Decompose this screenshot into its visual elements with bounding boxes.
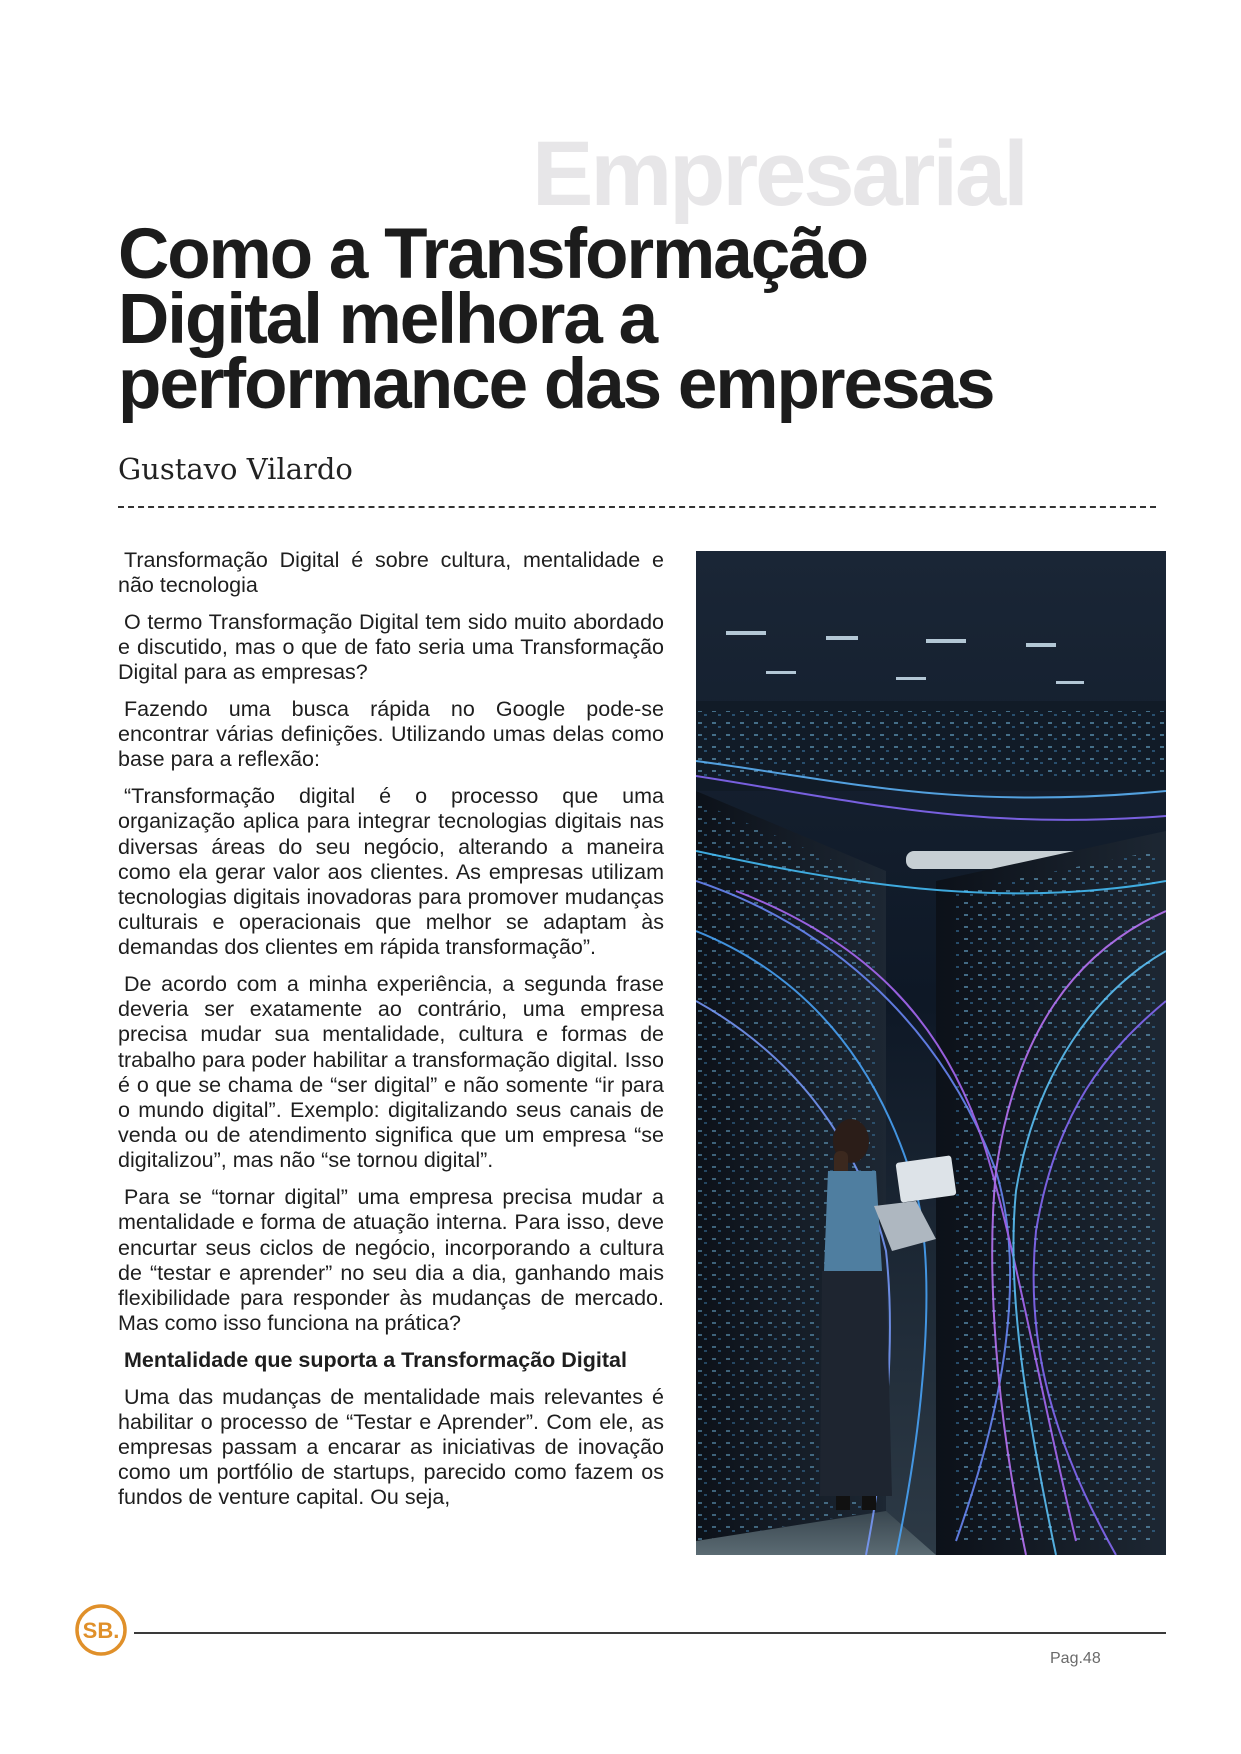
author-name: Gustavo Vilardo xyxy=(118,452,353,486)
article-body xyxy=(118,548,664,1538)
article-title-line: Como a Transformação xyxy=(118,215,868,294)
body-paragraph: O termo Transformação Digital tem sido muito abordado e discutido, mas o que de fato seria uma Transformação Digital para as empresas? xyxy=(118,609,664,685)
body-paragraph: De acordo com a minha experiência, a segunda frase deveria ser exatamente ao contrário, uma empresa precisa mudar sua mentalidade, cultura e formas de trabalho para poder habilitar a transformação digital. Isso é o que se chama de “ser digital” e não somente “ir para o mundo digital”. Exemplo: digitalizando seus canais de venda ou de atendimento significa que um empresa “se digitalizou”, mas não “se tornou digital”. xyxy=(118,972,664,1173)
server-room-photo xyxy=(696,551,1166,1555)
article-title xyxy=(118,215,1098,424)
body-paragraph: Transformação Digital é sobre cultura, mentalidade e não tecnologia xyxy=(118,548,664,598)
body-paragraph: Para se “tornar digital” uma empresa precisa mudar a mentalidade e forma de atuação interna. Para isso, deve encurtar seus ciclos de negócio, incorporando a cultura de “testar e aprender” no seu dia a dia, ganhando mais flexibilidade para responder às mudanças de mercado. Mas como isso funciona na prática? xyxy=(118,1185,664,1336)
body-paragraph: Fazendo uma busca rápida no Google pode-se encontrar várias definições. Utilizando umas delas como base para a reflexão: xyxy=(118,697,664,772)
section-label: Empresarial xyxy=(532,123,1026,225)
body-paragraph: Uma das mudanças de mentalidade mais relevantes é habilitar o processo de “Testar e Aprender”. Com ele, as empresas passam a encarar as iniciativas de inovação como um portfólio de startups, parecido como fazem os fundos de venture capital. Ou seja, xyxy=(118,1384,664,1510)
body-paragraph: “Transformação digital é o processo que uma organização aplica para integrar tecnologias digitais nas diversas áreas do seu negócio, alterando a maneira como ela gerar valor aos clientes. As empresas utilizam tecnologias digitais inovadoras para promover mudanças culturais e operacionais que melhor se adaptam às demandas dos clientes em rápida transformação”. xyxy=(118,784,664,960)
logo-text: SB. xyxy=(82,1618,120,1643)
article-title-line: performance das empresas xyxy=(118,345,994,424)
footer-divider xyxy=(134,1632,1166,1634)
dashed-divider xyxy=(118,506,1156,508)
article-title-line: Digital melhora a xyxy=(118,280,657,359)
page-number: Pag.48 xyxy=(1050,1650,1101,1667)
sb-logo-icon xyxy=(74,1603,128,1657)
section-subheading: Mentalidade que suporta a Transformação Digital xyxy=(124,1347,627,1372)
